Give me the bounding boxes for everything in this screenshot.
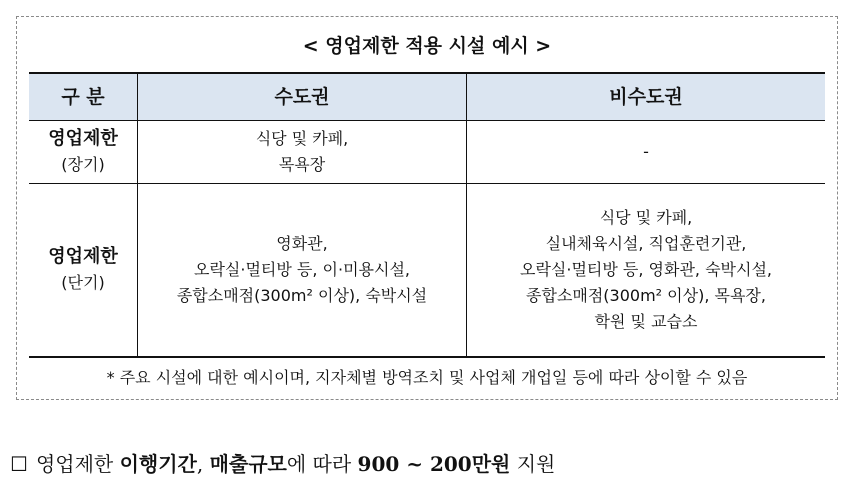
checkbox-icon: ☐	[10, 452, 28, 476]
category-period: (단기)	[61, 273, 105, 292]
facility-line: 오락실·멀티방 등, 이·미용시설,	[194, 260, 410, 279]
facility-line: 영화관,	[276, 234, 328, 253]
facility-line: 목욕장	[278, 155, 326, 174]
category-cell	[29, 121, 138, 184]
facility-line: 종합소매점(300m² 이상), 숙박시설	[176, 286, 428, 305]
summary-line	[10, 446, 840, 482]
summary-suffix: 지원	[510, 452, 556, 476]
summary-prefix: 영업제한	[35, 452, 120, 476]
non-capital-cell	[467, 121, 826, 184]
table-title: < 영업제한 적용 시설 예시 >	[302, 35, 552, 57]
facility-line: -	[643, 142, 649, 161]
table-row	[29, 184, 825, 358]
header-capital: 수도권	[138, 73, 467, 121]
category-title: 영업제한	[48, 128, 118, 149]
facility-line: 식당 및 카페,	[255, 129, 349, 148]
summary-separator: ,	[196, 452, 210, 476]
facility-line: 오락실·멀티방 등, 영화관, 숙박시설,	[520, 260, 772, 279]
facility-line: 학원 및 교습소	[594, 312, 698, 331]
facility-table	[29, 72, 825, 358]
header-category: 구 분	[29, 73, 138, 121]
category-period: (장기)	[61, 155, 105, 174]
facility-line: 식당 및 카페,	[599, 208, 693, 227]
table-row	[29, 121, 825, 184]
header-non-capital: 비수도권	[467, 73, 826, 121]
summary-sales-scale: 매출규모	[209, 452, 287, 476]
capital-cell	[138, 121, 467, 184]
summary-period: 이행기간	[119, 452, 197, 476]
capital-cell	[138, 184, 467, 358]
summary-mid: 에 따라	[286, 452, 358, 476]
facility-line: 종합소매점(300m² 이상), 목욕장,	[526, 286, 766, 305]
header-row	[29, 73, 825, 121]
non-capital-cell	[467, 184, 826, 358]
facility-line: 실내체육시설, 직업훈련기관,	[545, 234, 747, 253]
footnote: * 주요 시설에 대한 예시이며, 지자체별 방역조치 및 사업체 개업일 등에 따라 상이할 수 있음	[106, 368, 748, 387]
category-title: 영업제한	[48, 246, 118, 267]
summary-amount: 900 ~ 200만원	[357, 452, 511, 476]
category-cell	[29, 184, 138, 358]
